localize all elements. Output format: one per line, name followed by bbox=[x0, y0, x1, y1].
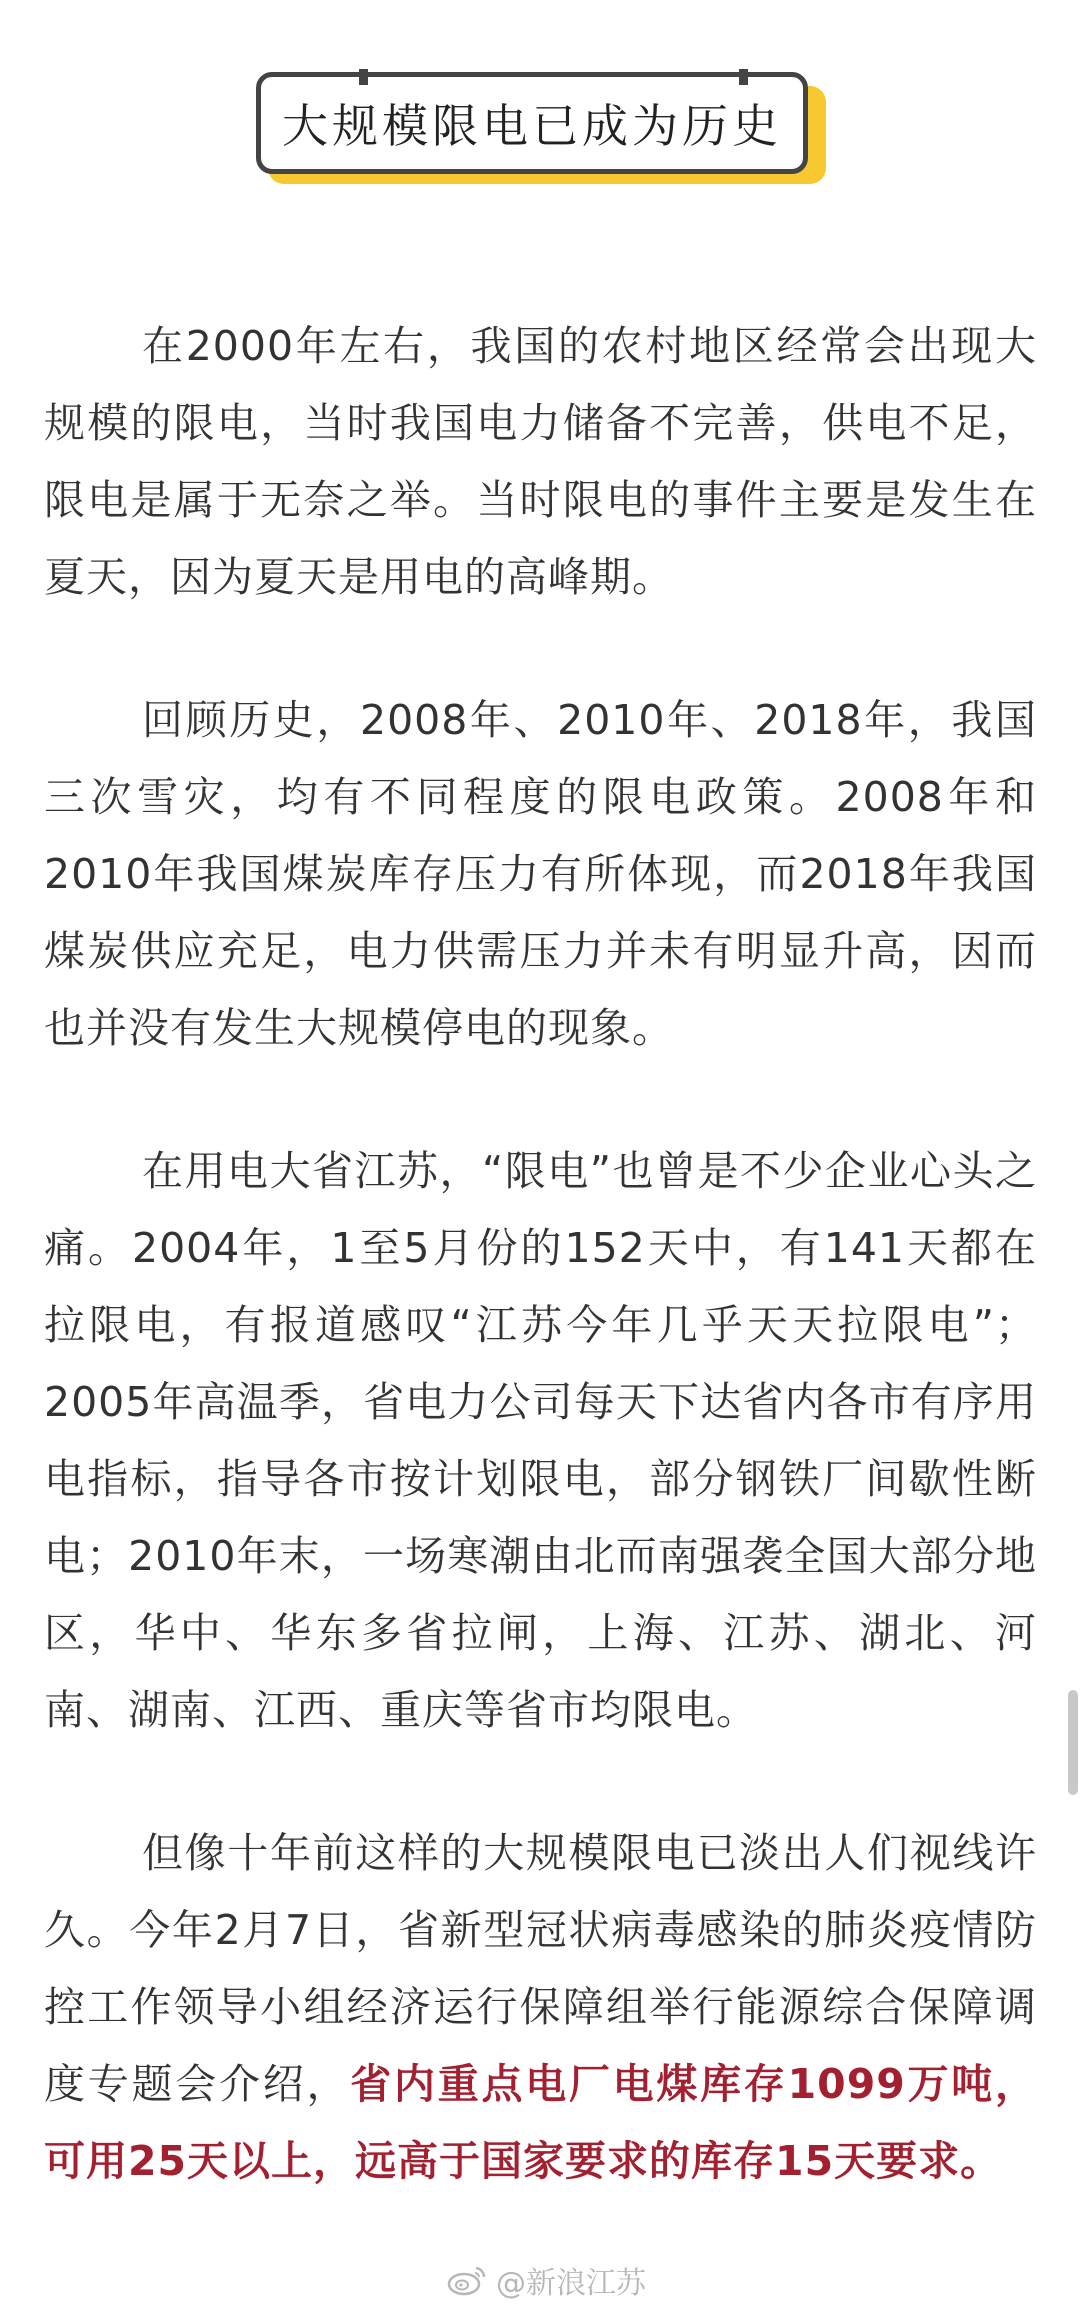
paragraph-4: 但像十年前这样的大规模限电已淡出人们视线许久。今年2月7日，省新型冠状病毒感染的肺炎疫情防控工作领导小组经济运行保障组举行能源综合保障调度专题会介绍，省内重点电厂电煤库存1099万吨，可用25天以上，远高于国家要求的库存15天要求。 bbox=[44, 1829, 1037, 2185]
section-title bbox=[256, 72, 826, 184]
article-body bbox=[44, 308, 1037, 2266]
watermark-text: @新浪江苏 bbox=[496, 2266, 646, 2301]
paragraph-1: 在2000年左右，我国的农村地区经常会出现大规模的限电，当时我国电力储备不完善，供电不足，限电是属于无奈之举。当时限电的事件主要是发生在夏天，因为夏天是用电的高峰期。 bbox=[44, 322, 1037, 601]
watermark bbox=[446, 2258, 646, 2302]
paragraph-3: 在用电大省江苏，“限电”也曾是不少企业心头之痛。2004年，1至5月份的152天中，有141天都在拉限电，有报道感叹“江苏今年几乎天天拉限电”；2005年高温季，省电力公司每天下达省内各市有序用电指标，指导各市按计划限电，部分钢铁厂间歇性断电；2010年末，一场寒潮由北而南强袭全国大部分地区，华中、华东多省拉闸，上海、江苏、湖北、河南、湖南、江西、重庆等省市均限电。 bbox=[44, 1147, 1037, 1734]
paragraph-2: 回顾历史，2008年、2010年、2018年，我国三次雪灾，均有不同程度的限电政策。2008年和2010年我国煤炭库存压力有所体现，而2018年我国煤炭供应充足，电力供需压力并未有明显升高，因而也并没有发生大规模停电的现象。 bbox=[44, 696, 1037, 1052]
highlight-text: 省内重点电厂电煤库存1099万吨，可用25天以上，远高于国家要求的库存15天要求。 bbox=[44, 2060, 1037, 2185]
title-box bbox=[256, 72, 808, 174]
scrollbar[interactable] bbox=[1068, 1690, 1078, 1795]
title-tab-right bbox=[739, 69, 748, 85]
title-tab-left bbox=[359, 69, 368, 85]
weibo-icon bbox=[446, 2263, 488, 2297]
title-text: 大规模限电已成为历史 bbox=[282, 99, 782, 153]
